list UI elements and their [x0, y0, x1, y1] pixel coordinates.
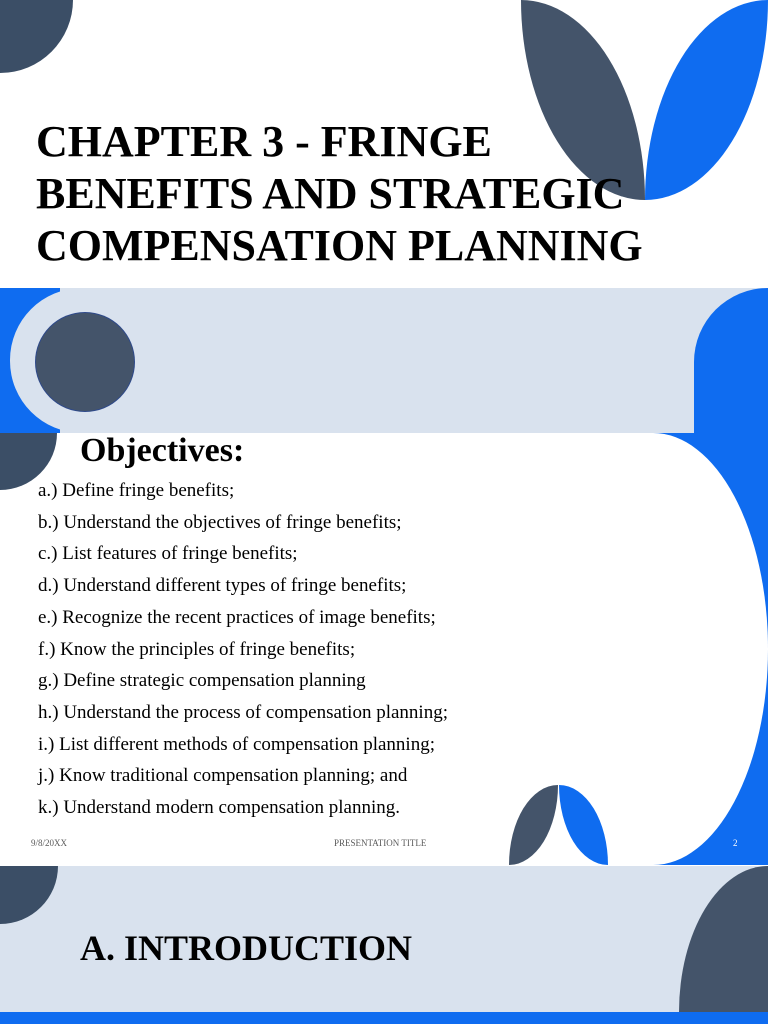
objective-item: g.) Define strategic compensation planning	[38, 670, 366, 692]
chapter-title-line: BENEFITS AND STRATEGIC	[36, 169, 625, 218]
objectives-list	[38, 475, 558, 824]
leaf-shape-dark	[679, 866, 768, 1012]
slide-introduction	[0, 866, 768, 1024]
blue-arch-shape	[694, 288, 768, 433]
objective-item: f.) Know the principles of fringe benefits;	[38, 638, 356, 660]
footer-presentation-title: PRESENTATION TITLE	[334, 838, 427, 848]
objective-item: j.) Know traditional compensation planning; and	[38, 765, 408, 787]
objectives-heading: Objectives:	[80, 433, 245, 469]
slide-title	[0, 0, 768, 287]
circle-shape	[36, 313, 134, 411]
objective-item: a.) Define fringe benefits;	[38, 480, 235, 501]
objective-item: c.) List features of fringe benefits;	[38, 543, 298, 565]
objective-item: b.) Understand the objectives of fringe benefits;	[38, 511, 402, 533]
corner-quarter-circle-shape	[0, 866, 58, 924]
slide-objectives	[0, 433, 768, 865]
chapter-title-line: CHAPTER 3 - FRINGE	[36, 117, 492, 166]
corner-quarter-circle-shape	[0, 0, 73, 73]
objective-item: i.) List different methods of compensation planning;	[38, 733, 435, 755]
footer-page-number: 2	[733, 838, 738, 848]
objective-item: h.) Understand the process of compensation planning;	[38, 701, 448, 723]
footer-date: 9/8/20XX	[31, 838, 67, 848]
slide-decorative	[0, 288, 768, 433]
objective-item: k.) Understand modern compensation planning.	[38, 797, 400, 819]
objective-item: d.) Understand different types of fringe benefits;	[38, 575, 407, 597]
blue-bottom-bar-shape	[0, 1012, 768, 1024]
chapter-title-line: COMPENSATION PLANNING	[36, 221, 643, 270]
chapter-title	[36, 116, 736, 272]
introduction-heading: A. INTRODUCTION	[80, 928, 413, 968]
objective-item: e.) Recognize the recent practices of image benefits;	[38, 606, 436, 628]
